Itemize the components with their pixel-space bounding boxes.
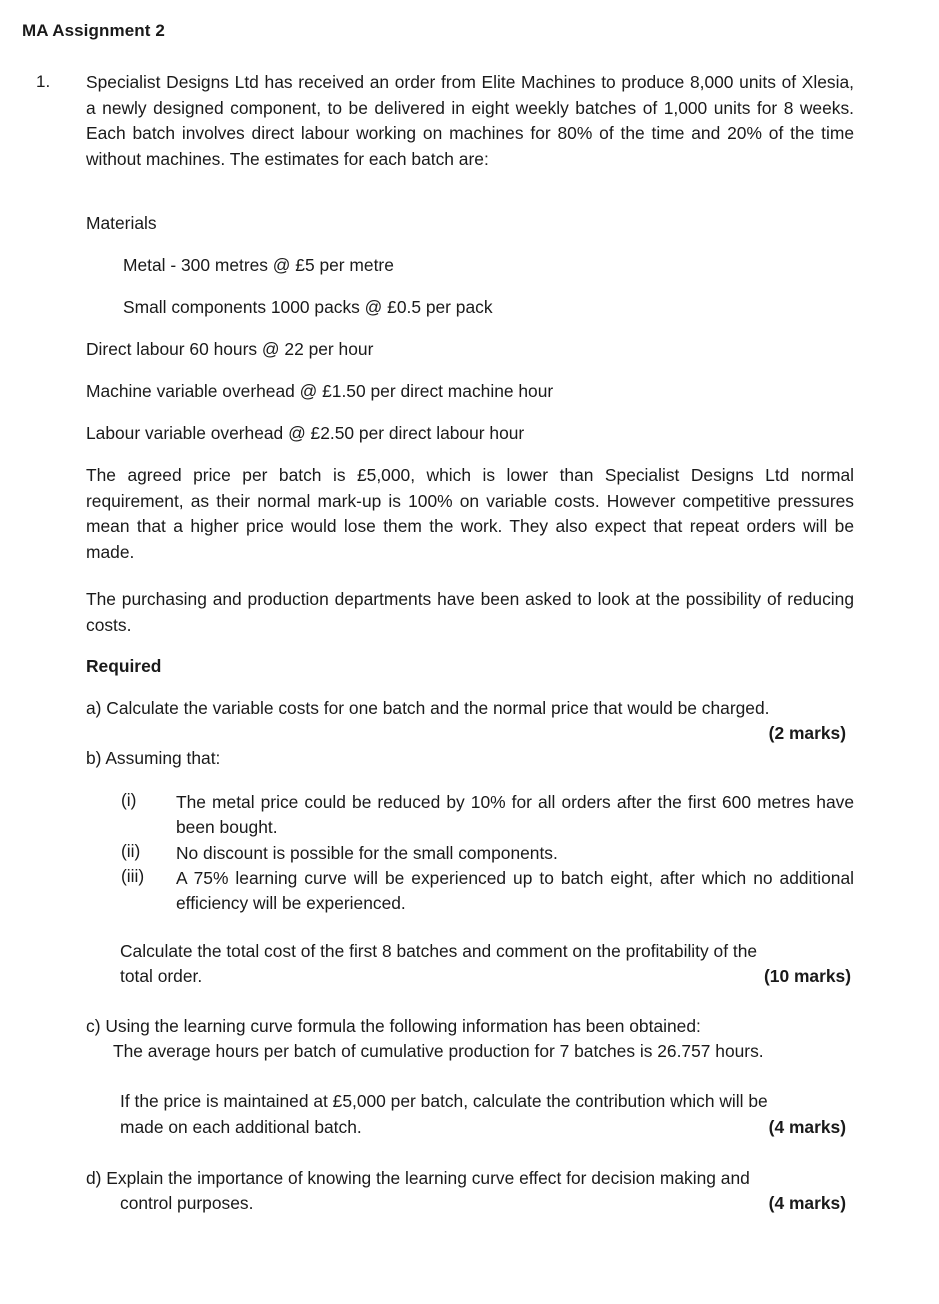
- required-heading: Required: [86, 656, 162, 676]
- part-b-task-line-2: total order.: [120, 966, 203, 986]
- part-b-task-line-1: Calculate the total cost of the first 8 batches and comment on the profitability of the: [120, 941, 758, 961]
- part-b-item-1-text: The metal price could be reduced by 10% for all orders after the first 600 metres have been bought.: [176, 792, 854, 837]
- part-a-marks: (2 marks): [768, 723, 846, 743]
- part-b-item-1-number: (i): [121, 790, 137, 810]
- part-b-item-2-number: (ii): [121, 841, 141, 861]
- part-a-text: a) Calculate the variable costs for one batch and the normal price that would be charged.: [86, 698, 770, 718]
- labour-overhead-estimate: Labour variable overhead @ £2.50 per direct labour hour: [86, 423, 525, 443]
- part-d-marks: (4 marks): [768, 1193, 846, 1213]
- price-paragraph: The agreed price per batch is £5,000, which is lower than Specialist Designs Ltd normal requirement, as their normal mark-up is 100% on variable costs. However competitive pressures mean that a higher price would lose them the work. They also expect that repeat orders will be made.: [86, 465, 854, 562]
- purchasing-paragraph: The purchasing and production departments have been asked to look at the possibility of reducing costs.: [86, 589, 854, 635]
- metal-estimate: Metal - 300 metres @ £5 per metre: [123, 255, 394, 275]
- intro-paragraph: Specialist Designs Ltd has received an order from Elite Machines to produce 8,000 units of Xlesia, a newly designed component, to be delivered in eight weekly batches of 1,000 units for 8 weeks. Each batch involves direct labour working on machines for 80% of the time and 20% of the time without machines. The estimates for each batch are:: [86, 72, 854, 169]
- part-c-line-1: c) Using the learning curve formula the following information has been obtained:: [86, 1016, 701, 1036]
- part-c-marks: (4 marks): [768, 1117, 846, 1137]
- part-b-item-3-text: A 75% learning curve will be experienced up to batch eight, after which no additional efficiency will be experienced.: [176, 868, 854, 913]
- part-b-intro: b) Assuming that:: [86, 748, 221, 768]
- question-number: 1.: [36, 72, 51, 91]
- direct-labour-estimate: Direct labour 60 hours @ 22 per hour: [86, 339, 374, 359]
- part-c-task-line-2: made on each additional batch.: [120, 1117, 362, 1137]
- part-b-item-2-text: No discount is possible for the small components.: [176, 843, 558, 863]
- part-b-marks: (10 marks): [763, 966, 851, 986]
- materials-heading: Materials: [86, 213, 157, 233]
- document-title: MA Assignment 2: [22, 21, 165, 40]
- part-d-line-2: control purposes.: [120, 1193, 254, 1213]
- part-b-item-3-number: (iii): [121, 866, 145, 886]
- small-components-estimate: Small components 1000 packs @ £0.5 per pack: [123, 297, 493, 317]
- part-c-task-line-1: If the price is maintained at £5,000 per batch, calculate the contribution which will be: [120, 1091, 768, 1111]
- part-c-line-2: The average hours per batch of cumulative production for 7 batches is 26.757 hours.: [113, 1041, 764, 1061]
- machine-overhead-estimate: Machine variable overhead @ £1.50 per direct machine hour: [86, 381, 554, 401]
- part-d-line-1: d) Explain the importance of knowing the learning curve effect for decision making and: [86, 1168, 750, 1188]
